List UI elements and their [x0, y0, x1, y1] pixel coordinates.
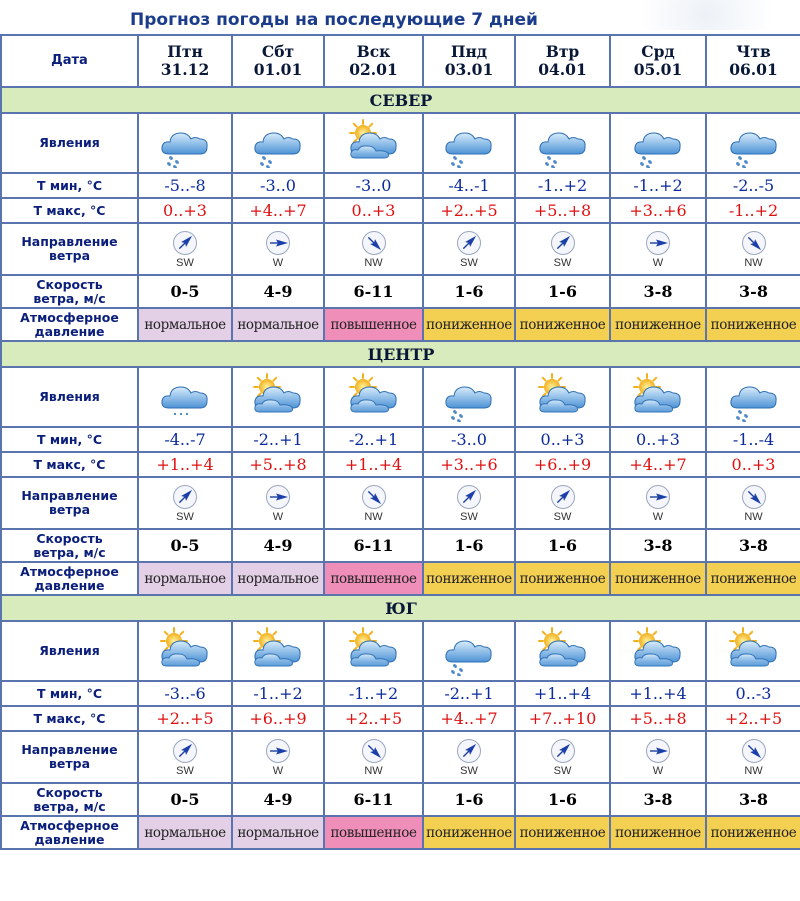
tmin-label-text: Т мин, °С — [36, 685, 102, 701]
wind-speed-value: 3-8 — [706, 275, 800, 308]
pressure-label-text-2: давление — [34, 831, 105, 847]
wind-speed-value: 1-6 — [515, 529, 610, 562]
tmin-row — [1, 173, 800, 198]
tmax-row — [1, 706, 800, 731]
sun-cloud-icon — [344, 118, 404, 168]
wind-dir-cell — [515, 731, 610, 783]
tmin-value: +1..+4 — [515, 681, 610, 706]
wind-speed-label-text: Скорость — [36, 784, 103, 800]
wind-dir-text: SW — [460, 510, 478, 523]
wind-dir-text: W — [272, 510, 284, 523]
pressure-label-text: Атмосферное — [20, 309, 119, 325]
pressure-value: нормальное — [138, 562, 232, 595]
tmin-value: -1..+2 — [610, 173, 706, 198]
wind-dir-label-text: Направление — [21, 488, 118, 503]
phenomena-cell — [515, 621, 610, 681]
tmin-value: 0..+3 — [515, 427, 610, 452]
wind-speed-label-text: Скорость — [36, 276, 103, 292]
wind-compass-icon — [265, 230, 291, 256]
tmin-row — [1, 681, 800, 706]
tmax-value: +7..+10 — [515, 706, 610, 731]
day-header — [232, 35, 324, 87]
tmin-label-text: Т мин, °С — [36, 431, 102, 447]
wind-dir-row — [1, 223, 800, 275]
tmax-value: +1..+4 — [138, 452, 232, 477]
pressure-value: повышенное — [324, 308, 423, 341]
wind-compass-icon — [741, 738, 767, 764]
day-header — [515, 35, 610, 87]
wind-dir-cell — [232, 477, 324, 529]
pressure-value: пониженное — [423, 816, 515, 849]
wind-speed-value: 6-11 — [324, 275, 423, 308]
wind-speed-value: 1-6 — [515, 783, 610, 816]
pressure-value: нормальное — [138, 816, 232, 849]
forecast-title — [0, 8, 800, 36]
wind-compass-icon — [172, 738, 198, 764]
pressure-value: пониженное — [515, 562, 610, 595]
tmax-value: +3..+6 — [610, 198, 706, 223]
tmax-label-text: Т макс, °С — [33, 710, 106, 726]
day-date: 03.01 — [444, 60, 494, 79]
phenomena-cell — [232, 367, 324, 427]
sun-cloud-icon — [344, 626, 404, 676]
day-date: 04.01 — [538, 60, 587, 79]
cloud-light-snow-icon — [155, 372, 215, 422]
sun-cloud-icon — [155, 626, 215, 676]
wind-compass-icon — [456, 230, 482, 256]
phenomena-cell — [515, 367, 610, 427]
tmax-label — [1, 198, 138, 223]
tmax-value: +4..+7 — [423, 706, 515, 731]
pressure-value: пониженное — [706, 308, 800, 341]
wind-dir-cell — [706, 477, 800, 529]
phenomena-row — [1, 367, 800, 427]
tmax-value: +4..+7 — [232, 198, 324, 223]
wind-dir-cell — [232, 731, 324, 783]
pressure-value: пониженное — [706, 562, 800, 595]
phenomena-cell — [610, 113, 706, 173]
wind-dir-row — [1, 731, 800, 783]
wind-dir-cell — [706, 731, 800, 783]
tmin-value: -3..0 — [423, 427, 515, 452]
sun-cloud-icon — [344, 372, 404, 422]
phenomena-cell — [423, 621, 515, 681]
day-date: 05.01 — [633, 60, 683, 79]
wind-dir-row — [1, 477, 800, 529]
wind-dir-text: NW — [744, 764, 763, 777]
wind-compass-icon — [550, 738, 576, 764]
tmin-value: -1..+2 — [324, 681, 423, 706]
wind-compass-icon — [361, 230, 387, 256]
cloud-snow-icon — [724, 372, 784, 422]
wind-dir-text: NW — [364, 764, 383, 777]
tmin-value: -2..+1 — [232, 427, 324, 452]
wind-speed-value: 6-11 — [324, 529, 423, 562]
wind-dir-label — [1, 731, 138, 783]
wind-dir-cell — [423, 731, 515, 783]
cloud-snow-icon — [439, 626, 499, 676]
wind-dir-label-text-2: ветра — [48, 756, 90, 771]
tmax-value: +2..+5 — [324, 706, 423, 731]
wind-dir-cell — [324, 477, 423, 529]
day-name: Срд — [641, 42, 675, 61]
forecast-table — [0, 34, 800, 850]
sun-cloud-icon — [533, 626, 593, 676]
wind-dir-text: SW — [553, 764, 572, 777]
region-title: СЕВЕР — [1, 87, 800, 113]
phenomena-cell — [138, 113, 232, 173]
cloud-snow-icon — [533, 118, 593, 168]
wind-dir-cell — [324, 223, 423, 275]
wind-compass-icon — [550, 484, 576, 510]
wind-speed-label — [1, 783, 138, 816]
wind-speed-value: 4-9 — [232, 529, 324, 562]
pressure-value: пониженное — [423, 308, 515, 341]
phenomena-cell — [610, 367, 706, 427]
phenomena-cell — [423, 367, 515, 427]
wind-speed-label — [1, 275, 138, 308]
wind-dir-label-text: Направление — [21, 234, 118, 249]
wind-compass-icon — [645, 230, 671, 256]
phenomena-cell — [610, 621, 706, 681]
wind-dir-text: NW — [364, 256, 383, 269]
wind-dir-text: W — [652, 510, 664, 523]
phenomena-row — [1, 621, 800, 681]
sun-cloud-icon — [248, 626, 308, 676]
phenomena-label — [1, 367, 138, 427]
tmin-value: -5..-8 — [138, 173, 232, 198]
pressure-row — [1, 816, 800, 849]
cloud-snow-icon — [439, 372, 499, 422]
phenomena-cell — [324, 113, 423, 173]
wind-dir-cell — [610, 223, 706, 275]
pressure-value: повышенное — [324, 816, 423, 849]
wind-speed-value: 1-6 — [423, 275, 515, 308]
day-name: Птн — [167, 42, 203, 61]
tmin-value: -1..+2 — [232, 681, 324, 706]
day-name: Чтв — [736, 42, 771, 61]
tmax-value: +2..+5 — [423, 198, 515, 223]
wind-compass-icon — [172, 484, 198, 510]
wind-dir-text: SW — [176, 256, 194, 269]
phenomena-label-text: Явления — [39, 643, 100, 658]
phenomena-cell — [324, 621, 423, 681]
tmin-value: -2..-5 — [706, 173, 800, 198]
phenomena-cell — [706, 113, 800, 173]
wind-speed-value: 4-9 — [232, 783, 324, 816]
pressure-value: повышенное — [324, 562, 423, 595]
tmin-value: -1..+2 — [515, 173, 610, 198]
wind-dir-cell — [610, 477, 706, 529]
wind-compass-icon — [741, 230, 767, 256]
wind-speed-row — [1, 529, 800, 562]
sun-cloud-icon — [533, 372, 593, 422]
cloud-snow-icon — [155, 118, 215, 168]
phenomena-cell — [706, 621, 800, 681]
pressure-value: нормальное — [232, 562, 324, 595]
sun-cloud-icon — [248, 372, 308, 422]
sun-cloud-icon — [628, 372, 688, 422]
day-header — [423, 35, 515, 87]
wind-dir-cell — [324, 731, 423, 783]
tmin-value: -1..-4 — [706, 427, 800, 452]
wind-dir-text: NW — [744, 256, 763, 269]
day-header — [610, 35, 706, 87]
wind-speed-value: 3-8 — [610, 275, 706, 308]
wind-dir-label — [1, 477, 138, 529]
tmax-row — [1, 452, 800, 477]
sun-cloud-icon — [628, 626, 688, 676]
pressure-label-text-2: давление — [34, 323, 105, 339]
wind-speed-value: 3-8 — [706, 529, 800, 562]
wind-speed-value: 4-9 — [232, 275, 324, 308]
tmax-value: +2..+5 — [138, 706, 232, 731]
phenomena-label-text: Явления — [39, 389, 100, 404]
day-name: Сбт — [261, 42, 295, 61]
tmin-label-text: Т мин, °С — [36, 177, 102, 193]
tmin-value: -2..+1 — [324, 427, 423, 452]
pressure-value: нормальное — [232, 816, 324, 849]
tmax-value: 0..+3 — [706, 452, 800, 477]
tmin-label — [1, 173, 138, 198]
wind-compass-icon — [645, 738, 671, 764]
tmin-value: +1..+4 — [610, 681, 706, 706]
cloud-snow-icon — [724, 118, 784, 168]
pressure-label — [1, 816, 138, 849]
tmin-value: -3..0 — [232, 173, 324, 198]
pressure-label-text: Атмосферное — [20, 563, 119, 579]
wind-dir-text: W — [272, 764, 284, 777]
pressure-label — [1, 562, 138, 595]
forecast-title-text: Прогноз погоды на последующие 7 дней — [130, 10, 538, 30]
wind-compass-icon — [361, 484, 387, 510]
day-date: 01.01 — [253, 60, 303, 79]
wind-speed-label-text-2: ветра, м/с — [33, 798, 106, 814]
phenomena-cell — [232, 113, 324, 173]
region-row — [1, 595, 800, 621]
wind-speed-value: 1-6 — [515, 275, 610, 308]
wind-dir-text: SW — [460, 764, 478, 777]
day-header — [706, 35, 800, 87]
wind-speed-value: 3-8 — [706, 783, 800, 816]
tmin-value: 0..+3 — [610, 427, 706, 452]
wind-compass-icon — [265, 738, 291, 764]
pressure-value: пониженное — [515, 308, 610, 341]
wind-speed-value: 1-6 — [423, 783, 515, 816]
wind-speed-value: 3-8 — [610, 529, 706, 562]
tmax-value: +5..+8 — [610, 706, 706, 731]
wind-speed-label-text-2: ветра, м/с — [33, 544, 106, 560]
wind-speed-value: 1-6 — [423, 529, 515, 562]
tmax-value: +4..+7 — [610, 452, 706, 477]
phenomena-label — [1, 113, 138, 173]
tmin-value: -3..0 — [324, 173, 423, 198]
phenomena-label — [1, 621, 138, 681]
day-header — [324, 35, 423, 87]
tmax-label — [1, 452, 138, 477]
tmax-value: +2..+5 — [706, 706, 800, 731]
wind-compass-icon — [456, 484, 482, 510]
wind-compass-icon — [550, 230, 576, 256]
tmax-value: 0..+3 — [138, 198, 232, 223]
header-row — [1, 35, 800, 87]
phenomena-cell — [423, 113, 515, 173]
wind-compass-icon — [645, 484, 671, 510]
wind-dir-cell — [706, 223, 800, 275]
wind-dir-cell — [610, 731, 706, 783]
tmax-value: +6..+9 — [232, 706, 324, 731]
pressure-label-text: Атмосферное — [20, 817, 119, 833]
pressure-value: пониженное — [423, 562, 515, 595]
pressure-value: нормальное — [138, 308, 232, 341]
wind-dir-text: SW — [553, 256, 572, 269]
tmin-value: -2..+1 — [423, 681, 515, 706]
pressure-value: пониженное — [610, 816, 706, 849]
pressure-row — [1, 562, 800, 595]
pressure-value: пониженное — [610, 562, 706, 595]
wind-compass-icon — [361, 738, 387, 764]
day-name: Вск — [356, 42, 391, 61]
wind-dir-cell — [515, 477, 610, 529]
wind-speed-value: 0-5 — [138, 529, 232, 562]
day-date: 02.01 — [349, 60, 398, 79]
wind-dir-text: W — [652, 256, 664, 269]
wind-compass-icon — [741, 484, 767, 510]
wind-dir-text: NW — [364, 510, 383, 523]
wind-speed-value: 0-5 — [138, 275, 232, 308]
cloud-snow-icon — [248, 118, 308, 168]
cloud-snow-icon — [439, 118, 499, 168]
wind-compass-icon — [172, 230, 198, 256]
wind-dir-text: W — [652, 764, 664, 777]
wind-dir-label-text-2: ветра — [48, 248, 90, 263]
day-name: Втр — [545, 42, 580, 61]
wind-dir-cell — [423, 223, 515, 275]
pressure-label — [1, 308, 138, 341]
tmax-value: 0..+3 — [324, 198, 423, 223]
wind-dir-cell — [138, 477, 232, 529]
tmin-value: -4..-7 — [138, 427, 232, 452]
tmax-label — [1, 706, 138, 731]
phenomena-row — [1, 113, 800, 173]
wind-dir-text: SW — [460, 256, 478, 269]
tmin-value: 0..-3 — [706, 681, 800, 706]
wind-dir-label-text-2: ветра — [48, 502, 90, 517]
wind-compass-icon — [456, 738, 482, 764]
phenomena-cell — [324, 367, 423, 427]
tmin-row — [1, 427, 800, 452]
day-name: Пнд — [450, 42, 488, 61]
wind-dir-text: SW — [553, 510, 572, 523]
phenomena-label-text: Явления — [39, 135, 100, 150]
wind-speed-value: 6-11 — [324, 783, 423, 816]
tmin-value: -3..-6 — [138, 681, 232, 706]
wind-dir-cell — [515, 223, 610, 275]
day-header — [138, 35, 232, 87]
wind-compass-icon — [265, 484, 291, 510]
wind-speed-row — [1, 275, 800, 308]
region-row — [1, 341, 800, 367]
phenomena-cell — [138, 621, 232, 681]
tmax-value: +3..+6 — [423, 452, 515, 477]
sun-cloud-icon — [724, 626, 784, 676]
phenomena-cell — [515, 113, 610, 173]
tmax-value: +5..+8 — [515, 198, 610, 223]
wind-speed-label-text: Скорость — [36, 530, 103, 546]
wind-dir-text: SW — [176, 764, 194, 777]
cloud-snow-icon — [628, 118, 688, 168]
pressure-value: нормальное — [232, 308, 324, 341]
wind-speed-label-text-2: ветра, м/с — [33, 290, 106, 306]
pressure-label-text-2: давление — [34, 577, 105, 593]
tmin-label — [1, 427, 138, 452]
wind-speed-value: 0-5 — [138, 783, 232, 816]
wind-dir-cell — [138, 223, 232, 275]
wind-dir-label-text: Направление — [21, 742, 118, 757]
tmax-label-text: Т макс, °С — [33, 456, 106, 472]
pressure-value: пониженное — [515, 816, 610, 849]
wind-dir-text: SW — [176, 510, 194, 523]
wind-speed-row — [1, 783, 800, 816]
tmax-label-text: Т макс, °С — [33, 202, 106, 218]
pressure-row — [1, 308, 800, 341]
tmin-label — [1, 681, 138, 706]
region-title: ЦЕНТР — [1, 341, 800, 367]
tmax-value: -1..+2 — [706, 198, 800, 223]
phenomena-cell — [138, 367, 232, 427]
date-header: Дата — [1, 35, 138, 87]
tmax-value: +5..+8 — [232, 452, 324, 477]
phenomena-cell — [706, 367, 800, 427]
region-row — [1, 87, 800, 113]
wind-speed-value: 3-8 — [610, 783, 706, 816]
phenomena-cell — [232, 621, 324, 681]
pressure-value: пониженное — [610, 308, 706, 341]
wind-dir-cell — [423, 477, 515, 529]
wind-dir-cell — [232, 223, 324, 275]
tmax-value: +1..+4 — [324, 452, 423, 477]
wind-dir-text: NW — [744, 510, 763, 523]
day-date: 31.12 — [160, 60, 210, 79]
day-date: 06.01 — [729, 60, 778, 79]
tmax-value: +6..+9 — [515, 452, 610, 477]
wind-dir-label — [1, 223, 138, 275]
wind-dir-text: W — [272, 256, 284, 269]
region-title: ЮГ — [1, 595, 800, 621]
tmin-value: -4..-1 — [423, 173, 515, 198]
tmax-row — [1, 198, 800, 223]
pressure-value: пониженное — [706, 816, 800, 849]
wind-speed-label — [1, 529, 138, 562]
wind-dir-cell — [138, 731, 232, 783]
